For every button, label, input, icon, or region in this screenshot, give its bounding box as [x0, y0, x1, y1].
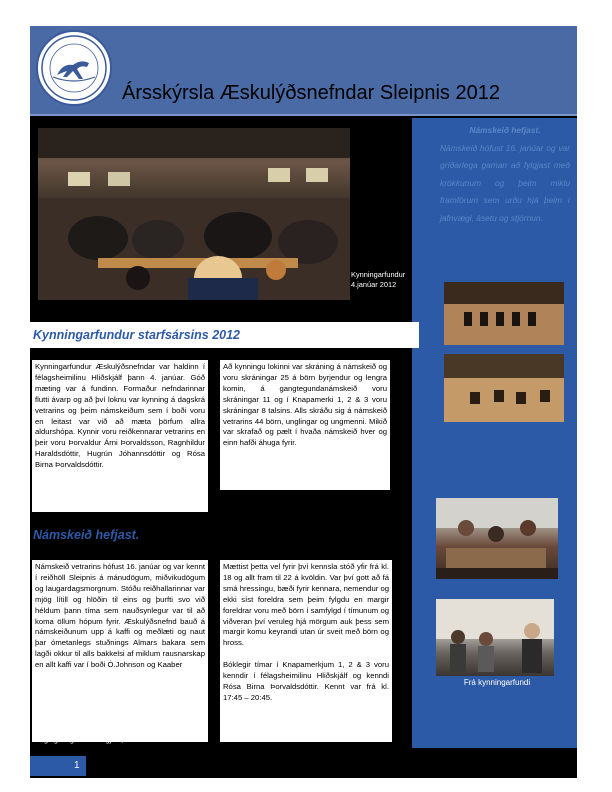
horse-logo-icon — [39, 33, 109, 103]
meeting-photo-illustration — [38, 128, 350, 300]
section2-column2: Mættist þetta vel fyrir því kennsla stóð yfir frá kl. 18 og allt fram til 22 á kvöldin. Var því gott að fá smá hressingu, bæði fyrir kennara, nemendur og ekki síst foreldra sem þeim fylgdu en margir foreldrar voru með börn í samfylgd í tímunum og viðveran því veruleg hjá mörgum auk þess sem margir komu keyrandi utan úr sveit með börn og hross. Bóklegir tímar í Knapamerkjum 1, 2 & 3 voru kenndir í félagsheimilinu Hliðskjálf og kenndi Rósa Birna Þorvaldsdóttir. Kennt var frá kl. 17:45 – 20:45. — [220, 560, 392, 742]
main-photo-caption: Kynningarfundur 4.janúar 2012 — [351, 270, 406, 289]
section-heading-namskeid: Námskeið hefjast. — [30, 524, 210, 546]
table-group-illustration — [436, 498, 558, 579]
sidebar-text — [440, 122, 570, 228]
page-title: Ársskýrsla Æskulýðsnefndar Sleipnis 2012 — [122, 82, 500, 104]
sidebar-body: Námskeið hófust 16. janúar og var gríðarlega gaman að fylgjast með krökkunum og þeim miklu framförum sem urðu hjá þeim í jafnvægi, ásetu og stjórnun. — [440, 142, 570, 223]
photo-meeting-hall — [38, 128, 350, 300]
club-logo — [36, 30, 112, 106]
sidebar-heading: Námskeið hefjast. — [469, 125, 541, 135]
section1-column2: Að kynningu lokinni var skráning á námskeið og voru skráningar 25 á börn byrjendur og lengra komin, á gangtegundanámskeið voru skráningar 11 og í Knapamerki 1, 2 & 3 voru skráningar 8 talsins. Alls skráðu sig á námskeið vetrarins 44 börn, unglingar og ungmenni. Mikið var skrafað og pælt í hvaða námskeið hver og einn hafði áhuga fyrir. — [220, 360, 390, 490]
photo-riding-hall-2 — [444, 354, 564, 422]
speakers-illustration — [436, 599, 554, 676]
section2-overflow-text: Tengingin og skrifstofugjöld, lauru — [32, 735, 142, 744]
page-number: 1 — [74, 760, 80, 771]
right-photo-caption: Frá kynningarfundi — [463, 678, 531, 687]
photo-riding-hall-1 — [444, 282, 564, 345]
section1-column1: Kynningarfundur Æskulýðsnefndar var haldinn í félagsheimilinu Hliðskjálf þann 4. janúar. Góð mæting var á fundinn. Formaður nefndarinnar flutti ávarp og að því loknu var kynning á dagskrá vetrarins og þeim námskeiðum sem í boði voru en leitast var við að mæta þörfum allra aldurshópa. Kynnir voru reiðkennarar vetrarins en þeir voru Þorvaldur Árni Þorvaldsson, Ragnhildur Haraldsdóttir, Hugrún Jóhannsdóttir og Rósa Birna Þorvaldsdóttir. — [32, 360, 208, 512]
photo-meeting-table — [436, 498, 558, 579]
riding-hall-illustration — [444, 282, 564, 345]
header-divider — [30, 114, 577, 116]
riding-lesson-illustration — [444, 354, 564, 422]
photo-speakers — [436, 599, 554, 676]
section2-column1: Námskeið vetrarins hófust 16. janúar og var kennt í reiðhöll Sleipnis á mánudögum, miðvikudögum og laugardagsmorgnum. Stóðu reiðhallarinnar var mjög lítill og hlöðin til eins og þurfti svo við héldum þann tíma sem nauðsynlegur var til að koma öllum hópum fyrir. Æskulýðsnefnd bauð á námskeiðunum upp á kaffi og meðlæti og naut þar ómetanlegs stuðnings Almars bakara sem lagði okkur til alls bakkelsi af miklum rausnarskap en allt kaffi var í boði Ó.Johnson og Kaaber — [32, 560, 208, 742]
section-heading-kynningarfundur: Kynningarfundur starfsársins 2012 — [30, 322, 419, 348]
